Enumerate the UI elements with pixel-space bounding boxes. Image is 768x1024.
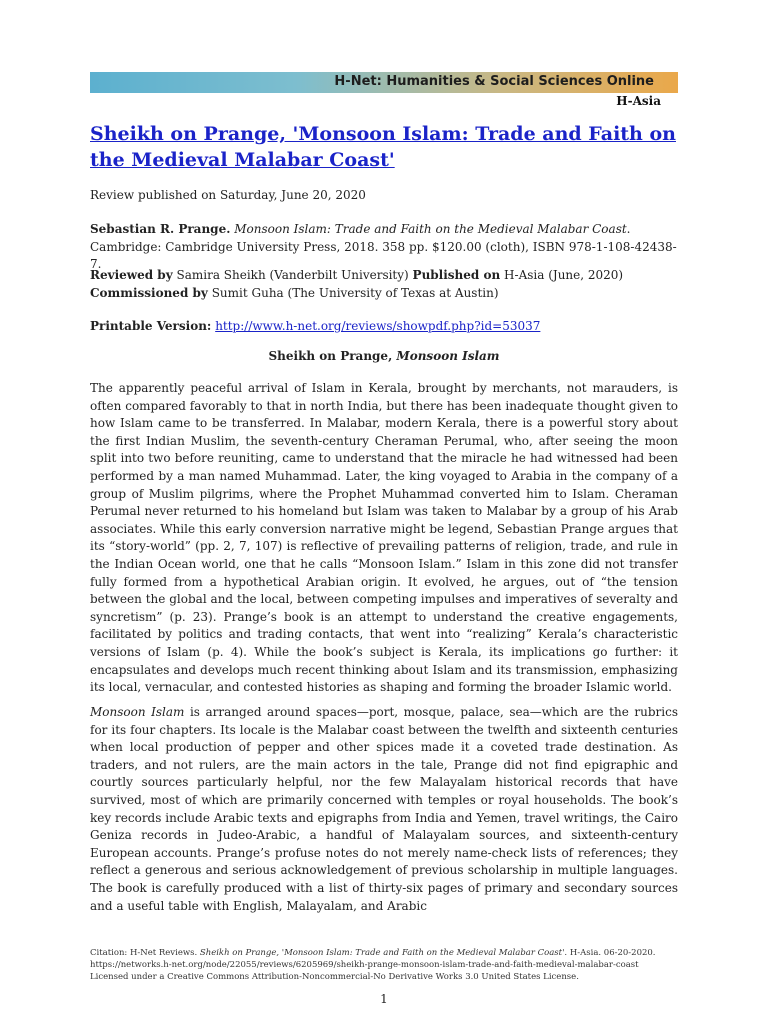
review-heading-title: Monsoon Islam	[396, 349, 500, 363]
book-title: Monsoon Islam: Trade and Faith on the Medieval Malabar Coast	[234, 222, 627, 236]
footer-citation-line	[90, 947, 690, 959]
paragraph-2-book-title: Monsoon Islam	[90, 705, 185, 719]
banner-title: H-Net: Humanities & Social Sciences Online	[334, 74, 654, 89]
citation-suffix: . H-Asia. 06-20-2020.	[564, 948, 656, 958]
book-details: . Cambridge: Cambridge University Press, 2018. 358 pp. $120.00 (cloth), ISBN 978-1-108-42438-7.	[90, 222, 677, 272]
published-label: Published on	[412, 268, 501, 282]
published-in: H-Asia (June, 2020)	[504, 268, 624, 282]
citation-prefix: Citation: H-Net Reviews.	[90, 948, 200, 958]
book-author: Sebastian R. Prange.	[90, 222, 231, 236]
page-title[interactable]: Sheikh on Prange, 'Monsoon Islam: Trade and Faith on the Medieval Malabar Coast'	[90, 123, 676, 171]
review-date: Review published on Saturday, June 20, 2020	[90, 188, 366, 202]
page-number: 1	[380, 992, 388, 1006]
commissioner: Sumit Guha (The University of Texas at Austin)	[211, 285, 499, 300]
review-heading	[90, 349, 678, 363]
book-citation	[90, 221, 678, 274]
paragraph-2	[90, 704, 678, 915]
citation-title: Sheikh on Prange, 'Monsoon Islam: Trade and Faith on the Medieval Malabar Coast'	[199, 948, 565, 958]
paragraph-2-body: is arranged around spaces—port, mosque, palace, sea—which are the rubrics for its four chapters. Its locale is the Malabar coast between the twelfth and sixteenth centuries when local production of pepper and other spices made it a coveted trade destination. As traders, and not rulers, are the main actors in the tale, Prange did not find epigraphic and courtly sources particularly helpful, nor the few Malayalam historical records that have survived, most of which are primarily concerned with temples or royal households. The book’s key records include Arabic texts and epigraphs from India and Yemen, travel writings, the Cairo Geniza records in Judeo-Arabic, a handful of Malayalam sources, and sixteenth-century European accounts. Prange’s profuse notes do not merely name-check lists of references; they reflect a generous and serious acknowledgement of previous scholarship in multiple languages. The book is carefully produced with a list of thirty-six pages of primary and secondary sources and a useful table with English, Malayalam, and Arabic	[90, 705, 678, 913]
footer-citation	[90, 947, 690, 983]
reviewer: Samira Sheikh (Vanderbilt University)	[176, 268, 409, 282]
review-heading-prefix: Sheikh on Prange,	[268, 349, 397, 363]
commissioned-label: Commissioned by	[90, 285, 208, 300]
reviewed-label: Reviewed by	[90, 268, 173, 282]
printable-version	[90, 318, 678, 336]
footer-license: Licensed under a Creative Commons Attribution-Noncommercial-No Derivative Works 3.0 United States License.	[90, 972, 579, 982]
paragraph-1: The apparently peaceful arrival of Islam in Kerala, brought by merchants, not marauders, is often compared favorably to that in north India, but there has been inadequate thought given to how Islam came to be transferred. In Malabar, modern Kerala, there is a powerful story about the first Indian Muslim, the seventh-century Cheraman Perumal, who, after seeing the moon split into two before reuniting, came to understand that the miracle he had witnessed had been performed by a man named Muhammad. Later, the king voyaged to Arabia in the company of a group of Muslim pilgrims, where the Prophet Muhammad converted him to Islam. Cheraman Perumal never returned to his homeland but Islam was taken to Malabar by a group of his Arab associates. While this early conversion narrative might be legend, Sebastian Prange argues that its “story-world” (pp. 2, 7, 107) is reflective of prevailing patterns of religion, trade, and rule in the Indian Ocean world, one that he calls “Monsoon Islam.” Islam in this zone did not transfer fully formed from a hypothetical Arabian origin. It evolved, he argues, out of “the tension between the global and the local, between competing impulses and imperatives of severalty and syncretism” (p. 23). Prange’s book is an attempt to understand the creative engagements, facilitated by politics and trading contacts, that went into “realizing” Kerala’s characteristic versions of Islam (p. 4). While the book’s subject is Kerala, its implications go further: it encapsulates and develops much recent thinking about Islam and its transmission, emphasizing its local, vernacular, and contested histories as shaping and forming the broader Islamic world.	[90, 381, 678, 695]
footer-url: https://networks.h-net.org/node/22055/reviews/6205969/sheikh-prange-monsoon-islam-trade-and-faith-medieval-malabar-coast	[90, 960, 639, 970]
header-banner	[90, 72, 678, 93]
credits-block	[90, 267, 678, 302]
printable-label: Printable Version:	[90, 319, 212, 333]
printable-link[interactable]: http://www.h-net.org/reviews/showpdf.php?id=53037	[215, 319, 541, 333]
section-tag: H-Asia	[616, 94, 661, 108]
